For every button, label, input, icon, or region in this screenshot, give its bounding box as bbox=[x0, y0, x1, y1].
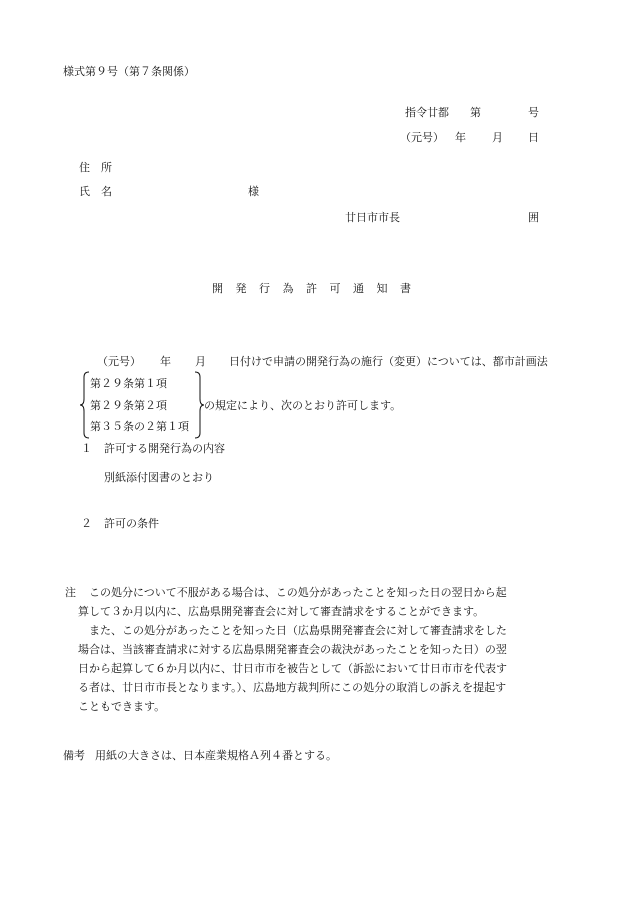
form-label: 様式第９号（第７条関係） bbox=[63, 65, 195, 78]
issue-date-year: 年 bbox=[455, 131, 466, 144]
item-2-number: ２ bbox=[81, 517, 92, 530]
note-label: 注 bbox=[65, 586, 76, 599]
note-line-3: また、この処分があったことを知った日（広島県開発審査会に対して審査請求をした bbox=[89, 624, 507, 637]
reference-dai: 第 bbox=[470, 106, 481, 119]
note-line-7: こともできます。 bbox=[78, 700, 166, 713]
name-label: 氏 名 bbox=[79, 185, 112, 198]
body-month: 月 bbox=[195, 355, 206, 368]
body-continuation: の規定により、次のとおり許可します。 bbox=[204, 399, 402, 412]
item-1-label: 許可する開発行為の内容 bbox=[104, 442, 225, 455]
body-text: 日付けで申請の開発行為の施行（変更）については、都市計画法 bbox=[229, 355, 548, 368]
body-era: （元号） bbox=[97, 355, 141, 368]
remark-label: 備考 bbox=[63, 749, 85, 762]
note-line-2: 算して３か月以内に、広島県開発審査会に対して審査請求をすることができます。 bbox=[78, 605, 485, 618]
addressee-honorific: 様 bbox=[248, 185, 259, 198]
article-option-2: 第２９条第２項 bbox=[90, 399, 167, 412]
note-line-1: この処分について不服がある場合は、この処分があったことを知った日の翌日から起 bbox=[89, 586, 507, 599]
article-option-3: 第３５条の２第１項 bbox=[90, 420, 189, 433]
left-brace bbox=[80, 371, 90, 439]
issue-date-month: 月 bbox=[492, 131, 503, 144]
remark-text: 用紙の大きさは、日本産業規格Ａ列４番とする。 bbox=[95, 749, 337, 762]
note-line-6: る者は、廿日市市長となります。）、広島地方裁判所にこの処分の取消しの訴えを提起す bbox=[78, 681, 507, 694]
issuer-name: 廿日市市長 bbox=[345, 211, 400, 224]
item-1-number: １ bbox=[81, 442, 92, 455]
item-1-detail: 別紙添付図書のとおり bbox=[104, 471, 214, 484]
right-brace bbox=[194, 371, 204, 439]
reference-go: 号 bbox=[528, 106, 539, 119]
note-line-5: 日から起算して６か月以内に、廿日市市を被告として（訴訟において廿日市市を代表す bbox=[78, 662, 507, 675]
note-line-4: 場合は、当該審査請求に対する広島県開発審査会の裁決があったことを知った日）の翌 bbox=[78, 643, 507, 656]
item-2-label: 許可の条件 bbox=[104, 517, 159, 530]
body-year: 年 bbox=[160, 355, 171, 368]
address-label: 住 所 bbox=[79, 161, 112, 174]
article-option-1: 第２９条第１項 bbox=[90, 377, 167, 390]
document-title: 開発行為許可通知書 bbox=[212, 282, 424, 295]
seal-mark: 囲 bbox=[528, 211, 539, 224]
reference-prefix: 指令廿都 bbox=[405, 106, 449, 119]
issue-date-era: （元号） bbox=[400, 131, 444, 144]
issue-date-day: 日 bbox=[528, 131, 539, 144]
